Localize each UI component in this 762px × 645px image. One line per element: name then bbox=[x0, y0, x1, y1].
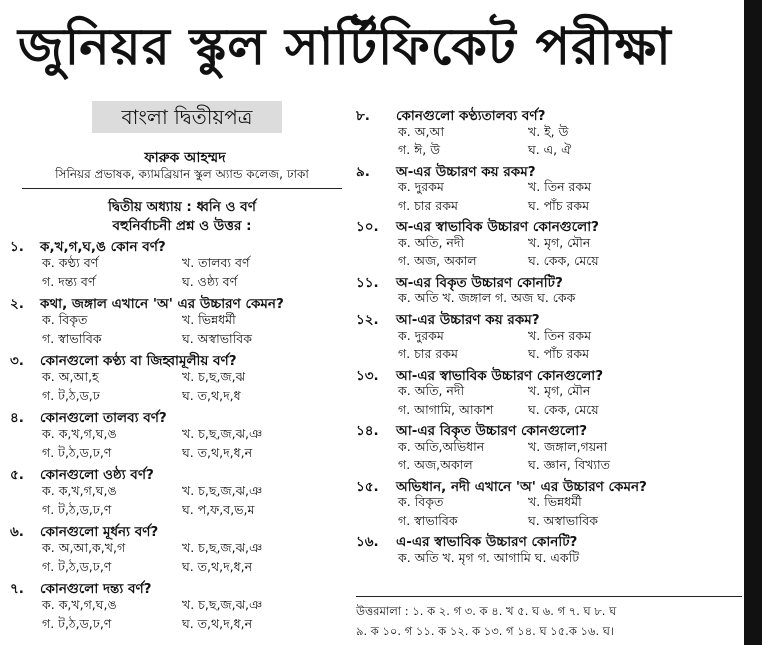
options-row bbox=[10, 312, 350, 331]
option-text: খ. মৃগ, মৌন bbox=[528, 383, 591, 398]
option-text: গ. দন্ত্য বর্ণ bbox=[42, 274, 96, 289]
option-text: খ. মৃগ, মৌন bbox=[528, 234, 591, 250]
question-number: ১২. bbox=[356, 312, 379, 328]
question-item bbox=[10, 350, 350, 407]
option-text: গ. ট,ঠ,ড,ঢ,ণ bbox=[42, 445, 112, 460]
option-text: ক. বিকৃত bbox=[42, 312, 88, 327]
option-text: ক. ক,খ,গ,ঘ,ঙ bbox=[42, 426, 117, 441]
question-text: ক,খ,গ,ঘ,ঙ কোন বর্ণ? bbox=[40, 239, 166, 255]
option-text: ঘ. ত,থ,দ,ধ,ন bbox=[182, 559, 253, 574]
author-designation: সিনিয়র প্রভাষক, ক্যামব্রিয়ান স্কুল অ্যান্ড কলেজ, ঢাকা bbox=[22, 166, 342, 189]
option-text: ক. অতি, নদী bbox=[398, 383, 465, 398]
page-edge-bar bbox=[744, 0, 762, 645]
option-text: গ. ট,ঠ,ড,ঢ,ণ bbox=[42, 502, 112, 517]
option-text: খ. চ,ছ,জ,ঝ,ঞ bbox=[182, 426, 263, 441]
options-row bbox=[356, 124, 742, 143]
question-text: কোনগুলো কণ্ঠ্যতালব্য বর্ণ? bbox=[396, 108, 546, 124]
option-text: ক. দুরকম bbox=[398, 327, 444, 343]
option-text: ঘ. ত,থ,দ,ধ,ন bbox=[182, 445, 253, 460]
option-text: ক. ক,খ,গ,ঘ,ঙ bbox=[42, 483, 117, 498]
page-header bbox=[0, 0, 740, 88]
left-column bbox=[10, 236, 350, 635]
option-text: গ. ট,ঠ,ড,ঢ bbox=[42, 388, 100, 403]
options-row bbox=[10, 483, 350, 502]
question-number: ৫. bbox=[10, 467, 24, 483]
question-item bbox=[356, 105, 742, 161]
option-text: গ. স্বাভাবিক bbox=[398, 512, 458, 528]
option-text: গ. চার রকম bbox=[398, 197, 458, 213]
question-text: কোনগুলো মূর্ধন্য বর্ণ? bbox=[40, 524, 159, 540]
option-text: ক. ক,খ,গ,ঘ,ঙ bbox=[42, 597, 117, 612]
answer-key bbox=[356, 596, 742, 643]
options-row bbox=[356, 179, 742, 198]
question-number: ৩. bbox=[10, 353, 24, 369]
question-item bbox=[356, 365, 742, 421]
option-text: খ. চ,ছ,জ,ঝ,ঞ bbox=[182, 540, 263, 555]
options-row bbox=[356, 513, 742, 532]
question-text: অ-এর বিকৃত উচ্চারণ কোনটি? bbox=[396, 274, 563, 291]
question-heading bbox=[356, 531, 742, 550]
option-text: ক. অ,আ bbox=[398, 123, 445, 139]
question-text: আ-এর উচ্চারণ কয় রকম? bbox=[396, 312, 540, 328]
question-number: ৯. bbox=[356, 163, 370, 180]
options-row bbox=[10, 540, 350, 559]
question-heading bbox=[356, 309, 742, 328]
exam-title: জুনিয়র স্কুল সার্টিফিকেট পরীক্ষা bbox=[18, 18, 672, 77]
answer-line-1: উত্তরমালা : ১. ক ২. গ ৩. ক ৪. খ ৫. ঘ ৬. গ ৭. ঘ ৮. ঘ bbox=[356, 604, 617, 618]
question-heading bbox=[10, 521, 350, 540]
question-heading bbox=[356, 161, 742, 180]
option-text: খ. ভিন্নধর্মী bbox=[182, 312, 236, 327]
option-text: ঘ. ত,থ,দ,ধ,ন bbox=[182, 616, 253, 631]
options-row bbox=[356, 402, 742, 421]
question-text: কোনগুলো কণ্ঠ্য বা জিহ্বামূলীয় বর্ণ? bbox=[40, 353, 237, 369]
option-text: ক. দুরকম bbox=[398, 179, 444, 194]
options-row bbox=[356, 383, 742, 402]
answer-line-2: ৯. ক ১০. গ ১১. ক ১২. ক ১৩. গ ১৪. ঘ ১৫.ক ১৬. ঘ। bbox=[356, 624, 614, 638]
option-text: ঘ. এ, ঐ bbox=[528, 142, 572, 157]
options-row bbox=[356, 198, 742, 217]
question-item bbox=[356, 309, 742, 365]
question-text: অভিধান, নদী এখানে 'অ' এর উচ্চারণ কেমন? bbox=[396, 478, 647, 495]
question-number: ৬. bbox=[10, 524, 24, 540]
option-text: খ. তিন রকম bbox=[528, 327, 592, 343]
option-text: ঘ. ত,থ,দ,ধ bbox=[182, 388, 241, 403]
options-row bbox=[356, 457, 742, 476]
question-text: অ-এর উচ্চারণ কয় রকম? bbox=[396, 163, 536, 180]
option-text: খ. চ,ছ,জ,ঝ,ঞ bbox=[182, 597, 263, 612]
option-text: ঘ. অস্বাভাবিক bbox=[182, 331, 252, 346]
options-row bbox=[356, 439, 742, 458]
option-text: খ. ভিন্নধর্মী bbox=[528, 494, 582, 509]
options-row bbox=[356, 235, 742, 254]
question-text: আ-এর বিকৃত উচ্চারণ কোনগুলো? bbox=[396, 423, 588, 439]
question-item bbox=[356, 476, 742, 532]
options-row bbox=[10, 445, 350, 464]
question-item bbox=[356, 161, 742, 217]
option-text: খ. জঙ্গাল,গয়না bbox=[528, 438, 608, 454]
options-row bbox=[10, 255, 350, 274]
question-number: ১০. bbox=[356, 219, 379, 235]
question-item bbox=[10, 407, 350, 464]
question-item bbox=[356, 272, 742, 310]
question-number: ১১. bbox=[356, 274, 379, 291]
question-number: ১৬. bbox=[356, 534, 379, 550]
question-number: ১৪. bbox=[356, 423, 379, 439]
option-text: ক. অতি,অভিধান bbox=[398, 438, 485, 454]
options-inline: ক. অতি খ. মৃগ গ. আগামি ঘ. একটি bbox=[398, 549, 580, 565]
question-text: আ-এর স্বাভাবিক উচ্চারণ কোনগুলো? bbox=[396, 367, 604, 384]
question-heading bbox=[356, 105, 742, 124]
question-heading bbox=[10, 464, 350, 483]
option-text: ঘ. প,ফ,ব,ভ,ম bbox=[182, 502, 255, 517]
option-text: ঘ. অস্বাভাবিক bbox=[528, 512, 598, 528]
option-text: ঘ. ওষ্ঠ্য বর্ণ bbox=[182, 274, 238, 289]
options-row bbox=[10, 369, 350, 388]
option-text: গ. ট,ঠ,ড,ঢ,ণ bbox=[42, 616, 112, 631]
options-row bbox=[10, 597, 350, 616]
question-number: ২. bbox=[10, 296, 24, 312]
right-column bbox=[356, 105, 742, 569]
question-heading bbox=[356, 272, 742, 291]
section-subheading: বহুনির্বাচনী প্রশ্ন ও উত্তর : bbox=[112, 218, 252, 234]
option-text: গ. চার রকম bbox=[398, 346, 458, 361]
question-text: অ-এর স্বাভাবিক উচ্চারণ কোনগুলো? bbox=[396, 219, 599, 235]
question-heading bbox=[356, 365, 742, 384]
question-heading bbox=[356, 216, 742, 235]
question-number: ৮. bbox=[356, 108, 370, 124]
options-row bbox=[356, 346, 742, 365]
question-item bbox=[10, 464, 350, 521]
options-row bbox=[10, 331, 350, 350]
options-row bbox=[10, 274, 350, 293]
options-row bbox=[10, 559, 350, 578]
question-number: ১. bbox=[10, 239, 24, 255]
options-row bbox=[10, 426, 350, 445]
question-heading bbox=[356, 420, 742, 439]
question-text: কোনগুলো দন্ত্য বর্ণ? bbox=[40, 581, 152, 597]
question-heading bbox=[10, 578, 350, 597]
question-item bbox=[10, 293, 350, 350]
option-text: গ. অজ,অকাল bbox=[398, 457, 473, 472]
option-text: ঘ. জ্ঞান, বিখ্যাত bbox=[528, 457, 611, 472]
question-heading bbox=[356, 476, 742, 495]
question-number: ১৫. bbox=[356, 478, 379, 495]
question-number: ১৩. bbox=[356, 367, 379, 384]
option-text: ক. অ,আ,ক,খ,গ bbox=[42, 540, 126, 555]
question-text: কোনগুলো ওষ্ঠ্য বর্ণ? bbox=[40, 467, 154, 483]
option-text: গ. ঈ, উ bbox=[398, 142, 440, 157]
options-inline: ক. অতি খ. জঙ্গাল গ. অজ ঘ. কেক bbox=[398, 290, 576, 305]
chapter-title: দ্বিতীয় অধ্যায় : ধ্বনি ও বর্ণ bbox=[108, 199, 256, 215]
option-text: গ. ট,ঠ,ড,ঢ,ণ bbox=[42, 559, 112, 574]
option-text: খ. ই, উ bbox=[528, 123, 569, 139]
subject-title: বাংলা দ্বিতীয়পত্র bbox=[92, 101, 282, 133]
option-text: ঘ. কেক, মেয়ে bbox=[528, 401, 599, 417]
option-text: ক. বিকৃত bbox=[398, 494, 444, 509]
options-row bbox=[356, 253, 742, 272]
option-text: খ. তিন রকম bbox=[528, 179, 592, 194]
option-text: ঘ. পাঁচ রকম bbox=[528, 346, 590, 361]
question-item bbox=[356, 216, 742, 272]
option-text: খ. চ,ছ,জ,ঝ bbox=[182, 369, 246, 384]
options-row bbox=[356, 328, 742, 347]
option-text: গ. আগামি, আকাশ bbox=[398, 401, 494, 417]
option-text: ঘ. কেক, মেয়ে bbox=[528, 253, 599, 268]
option-text: ক. অ,আ,হ bbox=[42, 369, 99, 384]
option-text: খ. চ,ছ,জ,ঝ,ঞ bbox=[182, 483, 263, 498]
question-item bbox=[10, 521, 350, 578]
question-heading bbox=[10, 293, 350, 312]
question-number: ৭. bbox=[10, 581, 24, 597]
question-text: কোনগুলো তালব্য বর্ণ? bbox=[40, 410, 167, 426]
option-text: খ. তালব্য বর্ণ bbox=[182, 255, 250, 270]
question-heading bbox=[10, 236, 350, 255]
question-number: ৪. bbox=[10, 410, 24, 426]
question-heading bbox=[10, 350, 350, 369]
options-row bbox=[356, 494, 742, 513]
question-text: এ-এর স্বাভাবিক উচ্চারণ কোনটি? bbox=[396, 534, 578, 550]
question-item bbox=[356, 531, 742, 569]
options-row bbox=[10, 616, 350, 635]
question-heading bbox=[10, 407, 350, 426]
options-row bbox=[10, 388, 350, 407]
question-item bbox=[10, 578, 350, 635]
option-text: ঘ. পাঁচ রকম bbox=[528, 197, 590, 213]
question-item bbox=[356, 420, 742, 476]
options-row bbox=[356, 142, 742, 161]
question-text: কথা, জঙ্গাল এখানে 'অ' এর উচ্চারণ কেমন? bbox=[40, 296, 284, 312]
option-text: গ. স্বাভাবিক bbox=[42, 331, 102, 346]
option-text: গ. অজ, অকাল bbox=[398, 253, 477, 268]
options-row bbox=[10, 502, 350, 521]
option-text: ক. কণ্ঠ্য বর্ণ bbox=[42, 255, 99, 270]
author-name: ফারুক আহম্মদ bbox=[144, 150, 226, 166]
option-text: ক. অতি, নদী bbox=[398, 234, 465, 250]
question-item bbox=[10, 236, 350, 293]
